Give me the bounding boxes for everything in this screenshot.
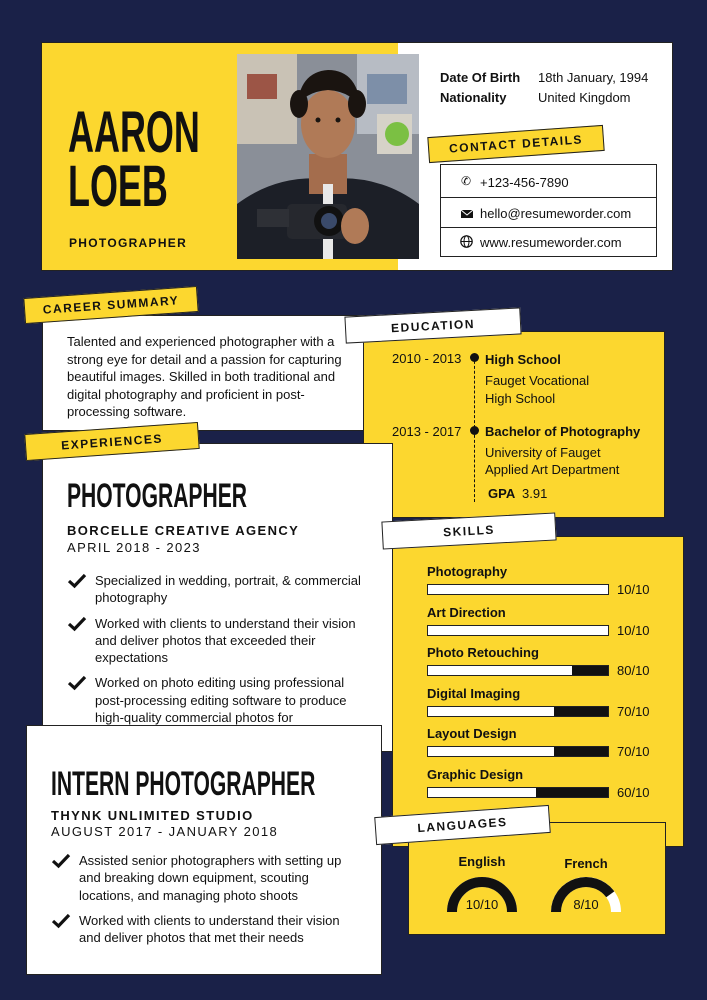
first-name: AARON (68, 100, 200, 165)
check-icon (67, 573, 87, 589)
bullet-text: Assisted senior photographers with setting up and breaking down equipment, scouting locations, and managing photo shoots (79, 853, 342, 903)
timeline-dot-1 (470, 353, 479, 362)
check-icon (51, 913, 71, 929)
skill-bar-remainder (572, 666, 608, 675)
language-name: English (458, 854, 506, 869)
languages-heading: LANGUAGES (374, 805, 551, 845)
bullet-text: Specialized in wedding, portrait, & commercial photography (95, 573, 361, 606)
skill-value: 70/10 (617, 703, 650, 719)
skill-value: 60/10 (617, 784, 650, 800)
job-1-title: PHOTOGRAPHER (67, 477, 247, 515)
skill-value: 70/10 (617, 744, 650, 759)
job-1-bullet (67, 572, 367, 607)
experience-card-1 (42, 443, 393, 752)
skill-bar (427, 787, 609, 798)
job-2-title: INTERN PHOTOGRAPHER (51, 765, 316, 803)
skill-bar-remainder (554, 707, 608, 716)
job-2-bullet (51, 912, 351, 947)
skill-bar (427, 584, 609, 595)
skill-bar (427, 706, 609, 717)
skills-heading: SKILLS (381, 512, 556, 549)
contact-phone-row (440, 164, 657, 198)
edu-1-school-line1: Fauget Vocational (485, 373, 590, 388)
portrait-illustration (237, 54, 419, 259)
skill-bar-remainder (554, 747, 608, 756)
career-summary-card (42, 315, 382, 431)
check-icon (67, 675, 87, 691)
job-2-company: THYNK UNLIMITED STUDIO (51, 808, 254, 823)
edu-1-degree: High School (485, 352, 561, 367)
check-icon (67, 616, 87, 632)
job-1-dates: APRIL 2018 - 2023 (67, 540, 201, 555)
skill-bar (427, 746, 609, 757)
experience-card-2 (26, 725, 382, 975)
edu-2-gpa-label: GPA (488, 486, 516, 501)
last-name: LOEB (68, 154, 168, 219)
language-score: 10/10 (465, 897, 499, 912)
phone-icon: ✆ (461, 174, 472, 188)
skill-value: 10/10 (617, 622, 650, 638)
job-title: PHOTOGRAPHER (69, 236, 188, 250)
contact-email-row (440, 197, 657, 228)
edu-1-school-line2: High School (485, 391, 556, 406)
edu-2-degree: Bachelor of Photography (485, 424, 641, 439)
globe-icon (460, 235, 473, 253)
languages-list (408, 822, 666, 935)
skill-name: Digital Imaging (427, 685, 521, 701)
profile-photo (237, 54, 419, 259)
timeline-dot-2 (470, 426, 479, 435)
language-score: 8/10 (573, 897, 599, 912)
bullet-text: Worked with clients to understand their vision and deliver photos that exceeded their expectations (95, 615, 356, 666)
career-summary-text: Talented and experienced photographer with a strong eye for detail and a passion for capturing beautiful images. Skilled in both traditional and digital photography and proficient in post-processing software. (67, 334, 342, 419)
edu-2-school-line1: University of Fauget (485, 445, 601, 460)
nationality-label: Nationality (440, 90, 507, 105)
contact-email: hello@resumeworder.com (480, 206, 632, 221)
skill-bar (427, 665, 609, 676)
language-name: French (564, 856, 608, 871)
skill-name: Layout Design (427, 726, 517, 741)
dob-label: Date Of Birth (440, 70, 521, 85)
skill-name: Photography (427, 564, 508, 579)
skill-name: Graphic Design (427, 766, 524, 782)
check-icon (51, 853, 71, 869)
header-name-panel (41, 42, 220, 271)
bullet-text: Worked with clients to understand their vision and deliver photos that met their needs (79, 912, 340, 946)
job-2-dates: AUGUST 2017 - JANUARY 2018 (51, 824, 279, 839)
job-1-company: BORCELLE CREATIVE AGENCY (67, 523, 300, 538)
contact-phone: +123-456-7890 (480, 175, 569, 190)
contact-details-heading: CONTACT DETAILS (427, 125, 604, 163)
education-card (363, 331, 665, 518)
contact-website-row (440, 227, 657, 257)
career-summary-heading: CAREER SUMMARY (23, 286, 198, 324)
edu-2-years: 2013 - 2017 (392, 424, 462, 439)
job-2-bullet (51, 852, 351, 904)
skill-bar (427, 625, 609, 636)
education-heading: EDUCATION (344, 307, 521, 343)
skills-list (427, 564, 677, 804)
skill-value: 80/10 (617, 663, 650, 678)
skill-name: Art Direction (427, 604, 506, 620)
job-2-bullets (51, 852, 351, 954)
edu-1-years: 2010 - 2013 (392, 351, 462, 366)
bullet-text: Worked on photo editing using professional post-processing editing software to produce high-quality commercial photos for (95, 675, 347, 726)
email-icon (461, 206, 473, 224)
experiences-heading: EXPERIENCES (24, 422, 199, 461)
edu-2-school-line2: Applied Art Department (485, 462, 620, 477)
nationality-value: United Kingdom (538, 90, 631, 105)
edu-2-gpa-value: 3.91 (522, 486, 548, 501)
contact-website: www.resumeworder.com (480, 235, 622, 250)
job-1-bullet (67, 615, 367, 667)
dob-value: 18th January, 1994 (538, 70, 649, 85)
skill-name: Photo Retouching (427, 645, 539, 660)
skill-value: 10/10 (617, 582, 650, 597)
skill-bar-remainder (536, 788, 608, 797)
